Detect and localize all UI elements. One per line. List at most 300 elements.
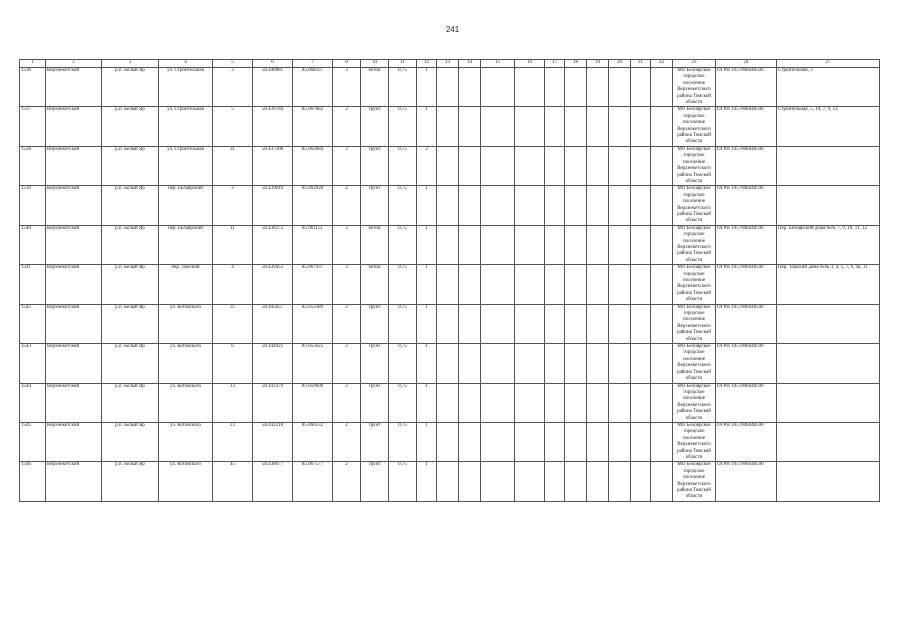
column-header: 12 [417, 60, 437, 68]
table-cell [459, 265, 481, 304]
table-cell [565, 462, 587, 501]
table-cell: бетон [361, 265, 389, 304]
table-cell: Строительная, 3 [777, 68, 880, 107]
table-cell [609, 304, 631, 343]
table-cell: р.п. Белый Яр [102, 265, 159, 304]
table-cell [459, 422, 481, 461]
table-row [20, 146, 880, 185]
table-cell: ул. Котовского [159, 304, 213, 343]
table-cell: 1539 [20, 186, 46, 225]
table-cell: 0,75 [389, 225, 417, 264]
table-cell: ОГРН 1057008448590 [716, 68, 777, 107]
table-cell: МО Белоярское городское поселение Верхнекетского района Томской области [673, 225, 716, 264]
table-cell [459, 186, 481, 225]
table-cell [515, 383, 545, 422]
table-cell: грунт [361, 146, 389, 185]
table-cell [609, 265, 631, 304]
table-cell [481, 146, 515, 185]
table-cell [515, 422, 545, 461]
table-cell [545, 422, 565, 461]
table-cell [609, 107, 631, 146]
table-cell: 58.440081 [253, 68, 293, 107]
table-cell [609, 146, 631, 185]
table-cell [459, 304, 481, 343]
table-cell: ОГРН 1057008448590 [716, 383, 777, 422]
table-cell: МО Белоярское городское поселение Верхнекетского района Томской области [673, 344, 716, 383]
table-cell: 85.059600 [293, 383, 333, 422]
table-cell [437, 344, 459, 383]
table-cell: 0,75 [389, 422, 417, 461]
table-cell [515, 225, 545, 264]
column-header: 19 [587, 60, 609, 68]
table-cell [459, 462, 481, 501]
table-cell: Пер. Белоярский дома №№ 7, 9, 10, 11, 12 [777, 225, 880, 264]
table-cell: МО Белоярское городское поселение Верхнекетского района Томской области [673, 462, 716, 501]
table-cell [565, 265, 587, 304]
table-cell: МО Белоярское городское поселение Верхнекетского района Томской области [673, 107, 716, 146]
table-cell [565, 225, 587, 264]
table-cell: 45 [213, 462, 253, 501]
table-cell [609, 383, 631, 422]
table-cell: 35 [213, 304, 253, 343]
table-cell [459, 107, 481, 146]
table-cell [631, 68, 651, 107]
table-cell: 58.438272 [253, 225, 293, 264]
table-cell: ул. Котовского [159, 383, 213, 422]
table-cell: МО Белоярское городское поселение Верхнекетского района Томской области [673, 146, 716, 185]
column-header: 11 [389, 60, 417, 68]
table-cell [651, 422, 673, 461]
table-cell [609, 186, 631, 225]
table-cell: 6 [213, 344, 253, 383]
table-cell: р.п. Белый Яр [102, 68, 159, 107]
table-cell [515, 107, 545, 146]
table-cell: р.п. Белый Яр [102, 186, 159, 225]
table-cell [481, 304, 515, 343]
table-cell: 1 [417, 383, 437, 422]
column-header: 6 [253, 60, 293, 68]
table-cell: 0,75 [389, 344, 417, 383]
table-cell: 5 [213, 107, 253, 146]
table-cell [587, 304, 609, 343]
table-cell [459, 146, 481, 185]
table-cell: р.п. Белый Яр [102, 344, 159, 383]
table-cell: 0,75 [389, 304, 417, 343]
table-cell [565, 186, 587, 225]
column-header: 15 [481, 60, 515, 68]
table-cell [609, 344, 631, 383]
table-cell: ОГРН 1057008448590 [716, 225, 777, 264]
table-cell [777, 186, 880, 225]
table-cell: 3 [333, 68, 361, 107]
table-cell: Верхнекетский [46, 107, 102, 146]
table-row [20, 344, 880, 383]
table-cell: ул. Строительная [159, 146, 213, 185]
table-cell [481, 107, 515, 146]
table-cell [609, 225, 631, 264]
table-cell [515, 344, 545, 383]
table-cell: ул. Котовского [159, 344, 213, 383]
table-cell [515, 304, 545, 343]
table-cell [651, 304, 673, 343]
table-cell [545, 344, 565, 383]
column-header: 20 [609, 60, 631, 68]
table-cell [651, 383, 673, 422]
table-cell [545, 146, 565, 185]
table-cell: 0,75 [389, 186, 417, 225]
table-cell: Верхнекетский [46, 146, 102, 185]
table-cell: МО Белоярское городское поселение Верхнекетского района Томской области [673, 304, 716, 343]
table-cell: 2 [333, 304, 361, 343]
table-cell [481, 383, 515, 422]
table-cell: 1 [417, 107, 437, 146]
table-cell [481, 344, 515, 383]
table-cell: 1543 [20, 344, 46, 383]
table-cell [609, 68, 631, 107]
table-cell: 2 [333, 186, 361, 225]
table-cell [631, 383, 651, 422]
table-cell: 2 [333, 107, 361, 146]
table-cell: 2 [333, 383, 361, 422]
table-cell: 1540 [20, 225, 46, 264]
table-cell [515, 186, 545, 225]
table-cell: 58.438677 [253, 462, 293, 501]
table-cell [587, 146, 609, 185]
table-cell [777, 146, 880, 185]
table-cell [631, 344, 651, 383]
table-cell: 1 [417, 225, 437, 264]
table-cell: 1538 [20, 146, 46, 185]
table-cell [587, 107, 609, 146]
table-cell: ОГРН 1057008448590 [716, 422, 777, 461]
table-cell [565, 107, 587, 146]
table-cell: пер. Томский [159, 265, 213, 304]
table-cell [481, 225, 515, 264]
table-cell: 58.439453 [253, 265, 293, 304]
table-cell: 58.444921 [253, 344, 293, 383]
table-cell: 1546 [20, 462, 46, 501]
table-cell: р.п. Белый Яр [102, 383, 159, 422]
table-cell: МО Белоярское городское поселение Верхнекетского района Томской области [673, 186, 716, 225]
table-cell: 85.067577 [293, 462, 333, 501]
table-cell: ОГРН 1057008448590 [716, 146, 777, 185]
table-cell [437, 107, 459, 146]
table-cell [651, 225, 673, 264]
table-cell: грунт [361, 422, 389, 461]
table-cell: 4 [213, 265, 253, 304]
table-cell: 58.439049 [253, 186, 293, 225]
table-cell [437, 186, 459, 225]
table-cell [777, 304, 880, 343]
table-cell: р.п. Белый Яр [102, 422, 159, 461]
table-cell: грунт [361, 107, 389, 146]
table-cell [481, 265, 515, 304]
table-cell: 0,75 [389, 146, 417, 185]
table-cell [459, 68, 481, 107]
table-cell [631, 146, 651, 185]
table-cell [651, 146, 673, 185]
table-cell: Пер. Томский дома №№ 3, 4, 5, 7, 9, 9а, 11 [777, 265, 880, 304]
table-cell: бетон [361, 225, 389, 264]
table-cell: грунт [361, 462, 389, 501]
table-cell [587, 225, 609, 264]
table-cell: 1536 [20, 68, 46, 107]
table-cell [545, 265, 565, 304]
table-cell: 1545 [20, 422, 46, 461]
table-row [20, 265, 880, 304]
table-cell: 1 [417, 462, 437, 501]
table-cell [545, 383, 565, 422]
table-cell [545, 68, 565, 107]
table-cell: ОГРН 1057008448590 [716, 462, 777, 501]
table-cell: 0,75 [389, 383, 417, 422]
table-cell [437, 68, 459, 107]
table-cell: 58.442210 [253, 422, 293, 461]
table-cell [565, 422, 587, 461]
table-cell: Верхнекетский [46, 265, 102, 304]
table-cell [651, 68, 673, 107]
table-cell: 1537 [20, 107, 46, 146]
table-cell: 1 [417, 186, 437, 225]
table-row [20, 383, 880, 422]
table-cell [587, 344, 609, 383]
table-cell: Верхнекетский [46, 304, 102, 343]
table-cell: ОГРН 1057008448590 [716, 186, 777, 225]
table-row [20, 107, 880, 146]
table-cell: 85.055625 [293, 344, 333, 383]
table-cell [587, 186, 609, 225]
table-cell: 3 [213, 186, 253, 225]
column-header-row [20, 60, 880, 68]
table-cell: 85.067682 [293, 107, 333, 146]
table-cell [545, 107, 565, 146]
table-cell [565, 383, 587, 422]
table-cell: МО Белоярское городское поселение Верхнекетского района Томской области [673, 265, 716, 304]
table-row [20, 304, 880, 343]
table-cell: ОГРН 1057008448590 [716, 304, 777, 343]
table-cell [777, 383, 880, 422]
table-row [20, 422, 880, 461]
table-cell [565, 146, 587, 185]
table-cell [481, 186, 515, 225]
table-cell: Верхнекетский [46, 422, 102, 461]
table-cell: 11 [213, 225, 253, 264]
table-row [20, 186, 880, 225]
table-cell: 2 [333, 462, 361, 501]
table-cell [587, 383, 609, 422]
table-row [20, 462, 880, 501]
table-cell: р.п. Белый Яр [102, 146, 159, 185]
table-row [20, 225, 880, 264]
table-cell: 1 [417, 265, 437, 304]
table-cell: 85.063684 [293, 146, 333, 185]
table-cell: грунт [361, 304, 389, 343]
table-cell [515, 265, 545, 304]
table-cell: Верхнекетский [46, 383, 102, 422]
column-header: 18 [565, 60, 587, 68]
table-cell: пер. Белоярский [159, 186, 213, 225]
column-header: 10 [361, 60, 389, 68]
column-header: 22 [651, 60, 673, 68]
table-cell: 85.062930 [293, 186, 333, 225]
table-cell [565, 304, 587, 343]
table-cell: 58.443379 [253, 383, 293, 422]
column-header: 5 [213, 60, 253, 68]
table-cell [459, 344, 481, 383]
table-cell [587, 422, 609, 461]
table-row [20, 68, 880, 107]
table-cell: 1544 [20, 383, 46, 422]
table-cell: 31 [213, 146, 253, 185]
table-cell: 1541 [20, 265, 46, 304]
table-cell: Верхнекетский [46, 344, 102, 383]
table-cell [651, 462, 673, 501]
table-cell: 85.053389 [293, 304, 333, 343]
table-cell: 1542 [20, 304, 46, 343]
table-cell [437, 383, 459, 422]
table-cell: МО Белоярское городское поселение Верхнекетского района Томской области [673, 68, 716, 107]
table-cell: 0,75 [389, 265, 417, 304]
table-cell [565, 68, 587, 107]
table-cell: МО Белоярское городское поселение Верхнекетского района Томской области [673, 383, 716, 422]
table-cell [515, 146, 545, 185]
table-cell [515, 462, 545, 501]
table-cell [481, 422, 515, 461]
table-cell [651, 107, 673, 146]
column-header: 3 [102, 60, 159, 68]
table-cell: 13 [213, 383, 253, 422]
table-cell: 0,75 [389, 68, 417, 107]
column-header: 23 [673, 60, 716, 68]
table-cell: р.п. Белый Яр [102, 462, 159, 501]
table-cell: Верхнекетский [46, 68, 102, 107]
column-header: 8 [333, 60, 361, 68]
column-header: 4 [159, 60, 213, 68]
table-cell: 3 [333, 265, 361, 304]
table-cell [515, 68, 545, 107]
registry-table [19, 59, 880, 502]
column-header: 1 [20, 60, 46, 68]
page-number: 241 [445, 25, 460, 34]
table-cell [587, 265, 609, 304]
table-cell: бетон [361, 68, 389, 107]
table-cell [631, 462, 651, 501]
column-header: 14 [459, 60, 481, 68]
table-cell [651, 186, 673, 225]
table-cell [609, 462, 631, 501]
table-cell: ул. Строительная [159, 68, 213, 107]
table-cell: 23 [213, 422, 253, 461]
table-cell: 58.437308 [253, 146, 293, 185]
table-cell [545, 462, 565, 501]
table-cell [459, 225, 481, 264]
table-cell: 58.445657 [253, 304, 293, 343]
table-cell: 0,75 [389, 462, 417, 501]
column-header: 17 [545, 60, 565, 68]
table-cell [437, 225, 459, 264]
table-cell [545, 225, 565, 264]
column-header: 13 [437, 60, 459, 68]
table-cell: р.п. Белый Яр [102, 225, 159, 264]
table-cell: 1 [417, 304, 437, 343]
table-cell [631, 422, 651, 461]
table-cell: р.п. Белый Яр [102, 107, 159, 146]
table-cell [777, 344, 880, 383]
table-cell [631, 265, 651, 304]
table-cell: 1 [417, 422, 437, 461]
table-cell: р.п. Белый Яр [102, 304, 159, 343]
table-cell: грунт [361, 186, 389, 225]
table-cell: 3 [213, 68, 253, 107]
column-header: 24 [716, 60, 777, 68]
table-cell: 85.060532 [293, 422, 333, 461]
table-cell: 3 [333, 225, 361, 264]
table-cell [437, 462, 459, 501]
table-cell: Верхнекетский [46, 225, 102, 264]
table-cell: 0,75 [389, 107, 417, 146]
table-cell: ОГРН 1057008448590 [716, 344, 777, 383]
table-cell: 85.067937 [293, 265, 333, 304]
table-cell [631, 186, 651, 225]
column-header: 21 [631, 60, 651, 68]
column-header: 7 [293, 60, 333, 68]
table-cell [587, 462, 609, 501]
table-cell [631, 107, 651, 146]
table-cell [777, 462, 880, 501]
table-cell: 85.061151 [293, 225, 333, 264]
table-cell [545, 186, 565, 225]
table-cell: 2 [417, 146, 437, 185]
table-cell [631, 225, 651, 264]
table-cell: Строительная, 5, 10, 7, 9, 12 [777, 107, 880, 146]
table-cell: грунт [361, 383, 389, 422]
table-cell [459, 383, 481, 422]
table-cell [609, 422, 631, 461]
table-cell: ОГРН 1057008448590 [716, 107, 777, 146]
table-cell: ул. Строительная [159, 107, 213, 146]
table-cell: МО Белоярское городское поселение Верхнекетского района Томской области [673, 422, 716, 461]
table-cell [437, 265, 459, 304]
table-cell: 1 [417, 344, 437, 383]
table-cell: 85.068337 [293, 68, 333, 107]
table-cell [631, 304, 651, 343]
table-cell: ОГРН 1057008448590 [716, 265, 777, 304]
table-cell [651, 265, 673, 304]
column-header: 16 [515, 60, 545, 68]
table-cell [437, 146, 459, 185]
table-cell: 2 [333, 344, 361, 383]
table-cell: Верхнекетский [46, 186, 102, 225]
table-cell: 1 [417, 68, 437, 107]
table-cell: 2 [333, 422, 361, 461]
table-cell [481, 462, 515, 501]
table-cell: грунт [361, 344, 389, 383]
table-cell [587, 68, 609, 107]
table-cell: пер. Белоярский [159, 225, 213, 264]
table-cell [437, 304, 459, 343]
table-cell [545, 304, 565, 343]
table-cell [437, 422, 459, 461]
table-cell: ул. Котовского [159, 422, 213, 461]
table-cell [651, 344, 673, 383]
column-header: 2 [46, 60, 102, 68]
table-cell [565, 344, 587, 383]
column-header: 27 [777, 60, 880, 68]
table-cell: 3 [333, 146, 361, 185]
table-cell: 58.439784 [253, 107, 293, 146]
table-cell: Верхнекетский [46, 462, 102, 501]
table-cell [481, 68, 515, 107]
